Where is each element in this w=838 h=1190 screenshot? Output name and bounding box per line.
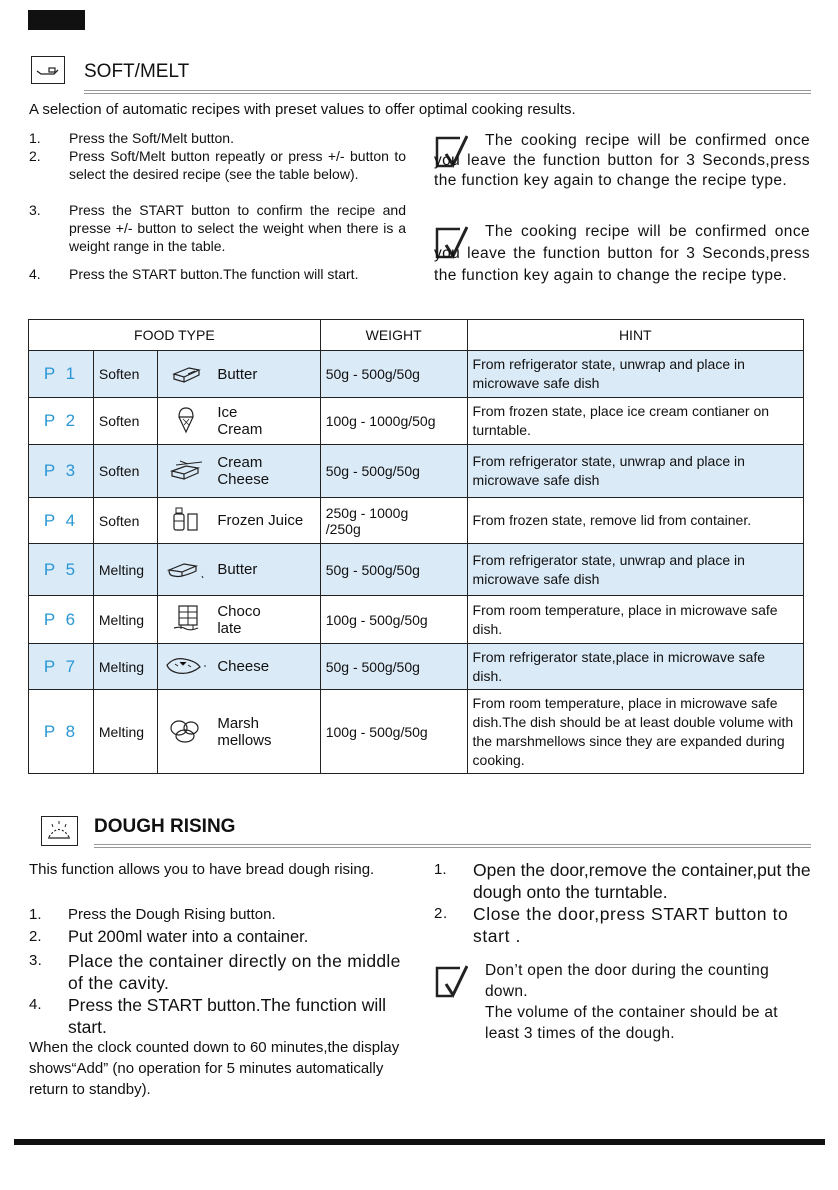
step-text: Press the START button.The function will start.	[69, 266, 359, 282]
list-item	[29, 129, 406, 147]
butter-icon	[169, 362, 203, 384]
program-code: P 7	[29, 644, 94, 690]
juice-icon	[171, 505, 201, 533]
food-name-line: Choco	[217, 602, 261, 620]
weight-range	[320, 498, 467, 544]
header-food-type: FOOD TYPE	[29, 320, 321, 351]
food-icon-cell	[157, 445, 213, 498]
food-name-line: Cheese	[217, 658, 270, 675]
chocolate-icon	[171, 603, 201, 633]
list-item	[29, 201, 406, 265]
page-footer-bar	[14, 1139, 825, 1145]
table-row	[29, 690, 804, 774]
cooking-mode: Melting	[93, 644, 157, 690]
table-row	[29, 398, 804, 445]
weight-range	[320, 596, 467, 644]
list-item	[29, 994, 406, 1038]
program-code: P 8	[29, 690, 94, 774]
list-item	[29, 950, 406, 994]
food-name	[213, 644, 320, 690]
weight-line: 100g - 500g/50g	[325, 611, 428, 628]
hint-text: From frozen state, place ice cream contianer on turntable.	[467, 398, 803, 445]
section-title-dough-rising: DOUGH RISING	[94, 816, 236, 837]
cream-cheese-icon	[168, 458, 204, 482]
soft-melt-intro: A selection of automatic recipes with preset values to offer optimal cooking results.	[29, 101, 576, 118]
list-item	[29, 928, 406, 950]
weight-line: 250g - 1000g	[325, 504, 409, 521]
weight-range	[320, 644, 467, 690]
weight-line: 50g - 500g/50g	[325, 658, 420, 675]
weight-range	[320, 544, 467, 596]
program-code: P 1	[29, 351, 94, 398]
page-header-bar	[28, 10, 85, 30]
step-number: 1.	[29, 130, 41, 146]
step-number: 4.	[29, 996, 42, 1013]
step-number: 4.	[29, 266, 41, 282]
cheese-icon	[164, 653, 208, 677]
table-row	[29, 351, 804, 398]
food-name-line: late	[217, 619, 242, 637]
cooking-mode: Melting	[93, 544, 157, 596]
hint-text: From refrigerator state, unwrap and place in microwave safe dish	[467, 445, 803, 498]
note-confirm-recipe-2: The cooking recipe will be confirmed once you leave the function button for 3 Seconds,press the function key again to change the recipe type.	[434, 223, 810, 284]
dough-steps-left	[29, 906, 406, 1038]
food-icon-cell	[157, 498, 213, 544]
step-number: 1.	[29, 906, 42, 923]
dough-intro: This function allows you to have bread dough rising.	[29, 861, 375, 878]
food-name	[213, 398, 320, 445]
note-confirm-recipe-1: The cooking recipe will be confirmed once you leave the function button for 3 Seconds,press the function key again to change the recipe type.	[434, 132, 810, 189]
butter-melt-icon	[166, 556, 206, 580]
header-weight: WEIGHT	[320, 320, 467, 351]
food-icon-cell	[157, 596, 213, 644]
cooking-mode: Melting	[93, 690, 157, 774]
table-row	[29, 644, 804, 690]
weight-range	[320, 351, 467, 398]
food-name	[213, 544, 320, 596]
step-text: Press the START button.The function will start.	[68, 995, 387, 1037]
weight-line: 50g - 500g/50g	[325, 366, 420, 382]
step-text: Press the Dough Rising button.	[68, 906, 276, 923]
food-name	[213, 351, 320, 398]
weight-line: 100g - 500g/50g	[325, 723, 428, 740]
step-text: Press Soft/Melt button repeatly or press +/- button to select the desired recipe (see the table below).	[69, 148, 406, 182]
step-number: 2.	[29, 928, 42, 945]
food-name-line: Cream Cheese	[217, 454, 270, 488]
step-text: Close the door,press START button to start .	[473, 904, 789, 946]
program-code: P 6	[29, 596, 94, 644]
food-name	[213, 690, 320, 774]
food-name-line: Frozen Juice	[217, 512, 304, 529]
note-container-volume: The volume of the container should be at least 3 times of the dough.	[485, 1004, 778, 1042]
hint-text: From refrigerator state, unwrap and place in microwave safe dish	[467, 351, 803, 398]
food-icon-cell	[157, 398, 213, 445]
dough-rising-icon	[41, 816, 78, 846]
table-row	[29, 498, 804, 544]
program-code: P 3	[29, 445, 94, 498]
food-name-line: Marsh	[217, 714, 260, 732]
cooking-mode: Soften	[93, 351, 157, 398]
cooking-mode: Soften	[93, 398, 157, 445]
list-item	[29, 906, 406, 928]
step-text: Open the door,remove the container,put the dough onto the turntable.	[473, 860, 811, 902]
step-text: Press the START button to confirm the recipe and presse +/- button to select the weight when there is a weight range in the table.	[69, 202, 406, 254]
weight-range	[320, 398, 467, 445]
weight-line: 100g - 1000g/50g	[325, 413, 436, 429]
step-text: Press the Soft/Melt button.	[69, 130, 234, 146]
step-number: 3.	[29, 202, 41, 218]
food-name	[213, 445, 320, 498]
list-item	[434, 903, 812, 947]
header-hint: HINT	[467, 320, 803, 351]
food-name	[213, 498, 320, 544]
dough-steps-right	[434, 859, 812, 947]
program-code: P 4	[29, 498, 94, 544]
food-icon-cell	[157, 351, 213, 398]
list-item	[29, 147, 406, 201]
food-icon-cell	[157, 644, 213, 690]
weight-line: 50g - 500g/50g	[325, 463, 420, 479]
table-row	[29, 445, 804, 498]
hint-text: From frozen state, remove lid from container.	[467, 498, 803, 544]
cooking-mode: Soften	[93, 445, 157, 498]
food-name-line: Cream	[217, 421, 263, 438]
hint-text: From room temperature, place in microwave safe dish.	[467, 596, 803, 644]
step-text: Place the container directly on the middle of the cavity.	[68, 951, 401, 993]
weight-line: 50g - 500g/50g	[325, 561, 420, 578]
cooking-mode: Soften	[93, 498, 157, 544]
food-name	[213, 596, 320, 644]
list-item	[434, 859, 812, 903]
dough-note	[485, 960, 805, 1044]
dough-countdown-text: When the clock counted down to 60 minutes,the display shows“Add” (no operation for 5 minutes automatically return to standby).	[29, 1039, 400, 1098]
note-door-warning: Don’t open the door during the counting down.	[485, 962, 770, 1000]
soft-melt-steps	[29, 129, 406, 283]
section-title-soft-melt: SOFT/MELT	[84, 61, 190, 82]
step-number: 1.	[434, 861, 447, 878]
program-code: P 5	[29, 544, 94, 596]
food-icon-cell	[157, 544, 213, 596]
title-underline	[84, 90, 811, 94]
hint-text: From refrigerator state,place in microwave safe dish.	[467, 644, 803, 690]
step-number: 2.	[29, 148, 41, 164]
title-underline	[94, 844, 811, 848]
food-name-line: Butter	[217, 365, 258, 383]
table-header-row	[29, 320, 804, 351]
food-name-line: Butter	[217, 561, 258, 578]
table-row	[29, 596, 804, 644]
program-code: P 2	[29, 398, 94, 445]
food-name-line: Ice	[217, 404, 238, 421]
weight-range	[320, 445, 467, 498]
recipe-table	[28, 319, 804, 774]
food-name-line: mellows	[217, 731, 272, 749]
hint-text: From refrigerator state, unwrap and place in microwave safe dish	[467, 544, 803, 596]
table-row	[29, 544, 804, 596]
hint-text: From room temperature, place in microwave safe dish.The dish should be at least double volume with the marshmellows since they are expanded during cooking.	[467, 690, 803, 774]
step-text: Put 200ml water into a container.	[68, 928, 309, 946]
checkmark-note-icon	[434, 965, 468, 999]
step-number: 2.	[434, 905, 448, 922]
cooking-mode: Melting	[93, 596, 157, 644]
ice-cream-icon	[175, 405, 197, 435]
step-number: 3.	[29, 952, 43, 969]
weight-line: /250g	[325, 520, 361, 537]
weight-range	[320, 690, 467, 774]
food-icon-cell	[157, 690, 213, 774]
marshmallow-icon	[167, 716, 205, 744]
list-item	[29, 265, 406, 283]
soft-melt-icon	[31, 56, 65, 84]
